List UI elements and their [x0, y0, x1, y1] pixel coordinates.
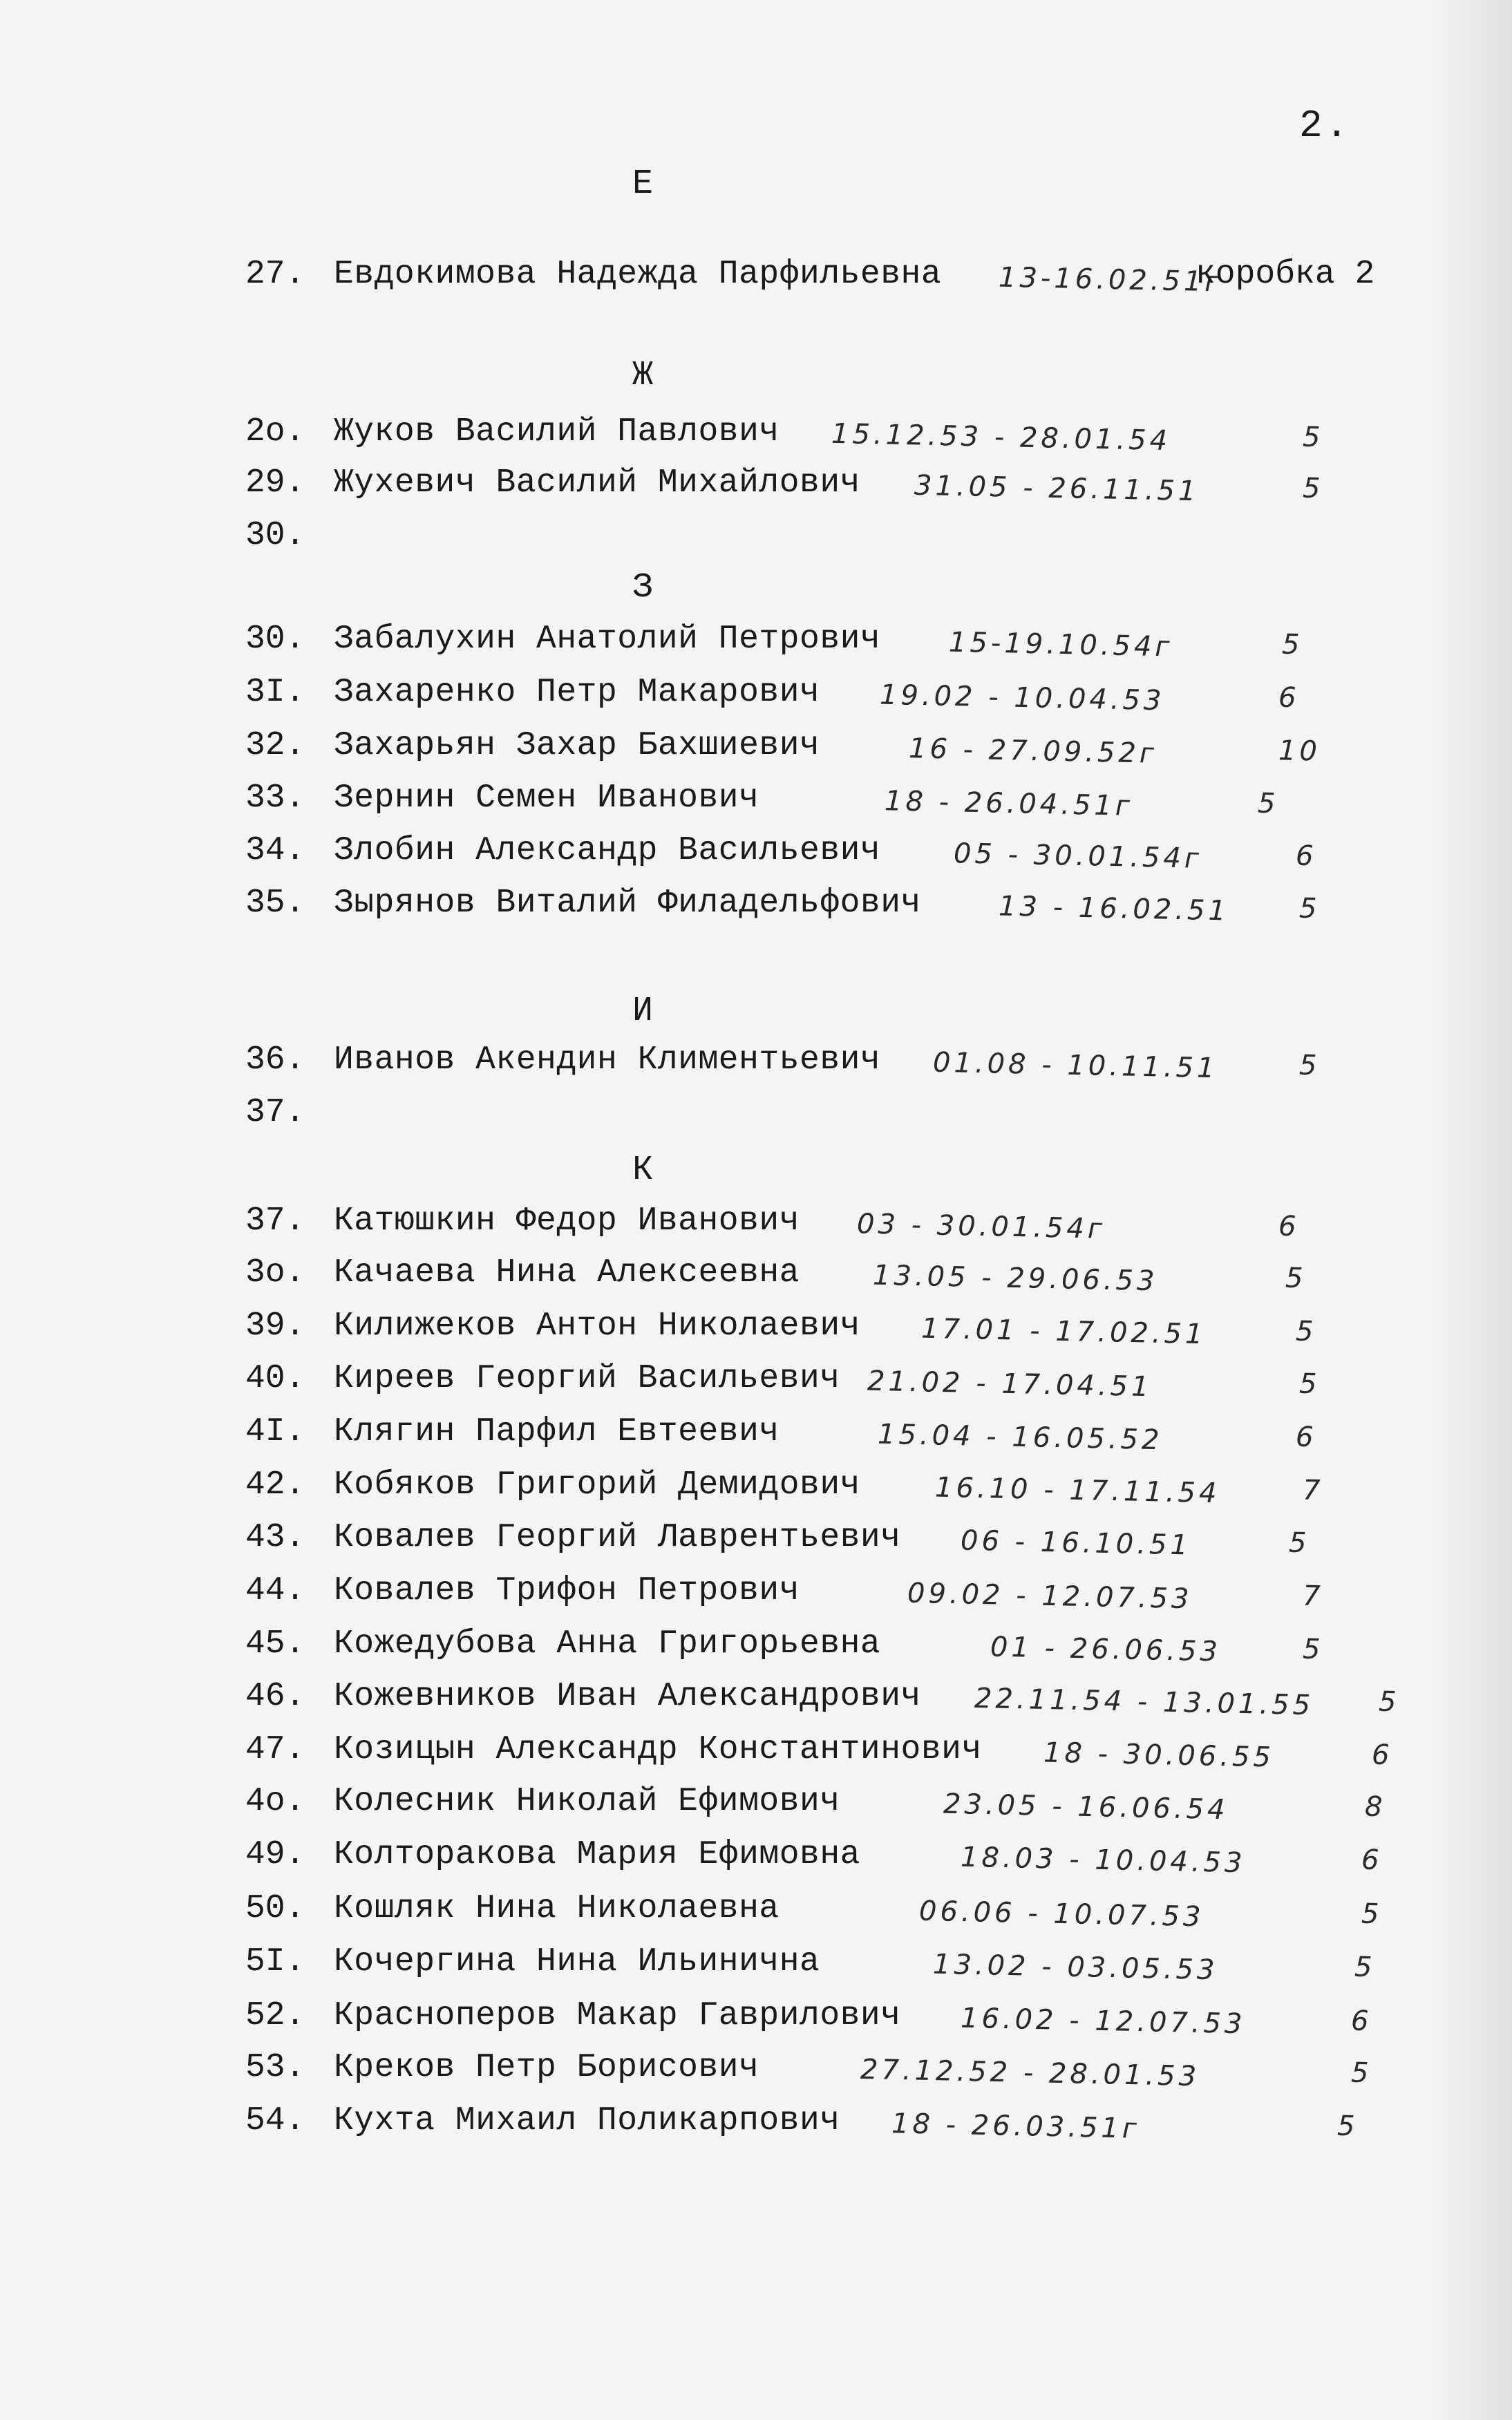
entry-count: 6	[1295, 840, 1317, 873]
entry-count: 5	[1288, 1526, 1310, 1560]
list-item	[245, 832, 1462, 880]
entry-number: 37.	[245, 1202, 305, 1240]
entry-number: 53.	[245, 2049, 305, 2086]
entry-name: Креков Петр Борисович	[334, 2049, 759, 2086]
entry-name: Кочергина Нина Ильинична	[334, 1943, 820, 1981]
entry-dates: 13-16.02.51г	[998, 261, 1223, 299]
entry-number: 50.	[245, 1890, 305, 1927]
entry-dates: 16.10 - 17.11.54	[934, 1471, 1220, 1510]
entry-name: Кожевников Иван Александрович	[334, 1678, 921, 1715]
entry-number: 32.	[245, 727, 305, 764]
entry-name: Жуков Василий Павлович	[334, 413, 779, 451]
entry-number: 33.	[245, 779, 305, 817]
entry-count: 6	[1361, 1844, 1383, 1877]
list-item	[245, 256, 1462, 304]
entry-dates: 27.12.52 - 28.01.53	[860, 2053, 1200, 2093]
list-item	[245, 1731, 1462, 1779]
list-item	[245, 1307, 1462, 1356]
entry-count: 6	[1295, 1421, 1317, 1454]
entry-name: Красноперов Макар Гаврилович	[334, 1997, 901, 2034]
entry-count: 7	[1302, 1580, 1324, 1613]
entry-count: 6	[1371, 1739, 1393, 1772]
entry-number: 49.	[245, 1836, 305, 1873]
entry-count: 5	[1295, 1315, 1317, 1348]
entry-dates: 16.02 - 12.07.53	[960, 2002, 1246, 2041]
list-item	[245, 1836, 1462, 1884]
list-item	[245, 1519, 1462, 1567]
entry-count: 5	[1298, 892, 1321, 925]
entry-count: 5	[1285, 1262, 1307, 1295]
entry-number: 37.	[245, 1094, 305, 1131]
entry-count: 8	[1364, 1790, 1386, 1824]
entry-dates: 13.02 - 03.05.53	[932, 1948, 1218, 1987]
list-item	[245, 1625, 1462, 1674]
entry-name: Кухта Михаил Поликарпович	[334, 2102, 840, 2139]
entry-dates: 18 - 26.04.51г	[884, 785, 1134, 822]
entry-number: 34.	[245, 832, 305, 869]
entry-count: 5	[1336, 2110, 1359, 2143]
entry-number: 30.	[245, 517, 305, 554]
entry-number: 45.	[245, 1625, 305, 1663]
entry-count: 7	[1302, 1474, 1324, 1507]
list-item	[245, 2102, 1462, 2150]
entry-number: 29.	[245, 464, 305, 502]
entry-dates: 18 - 26.03.51г	[891, 2108, 1141, 2145]
entry-name: Козицын Александр Константинович	[334, 1731, 982, 1768]
entry-dates: 21.02 - 17.04.51	[867, 1365, 1153, 1403]
entry-name: Килижеков Антон Николаевич	[334, 1307, 860, 1345]
entry-count: 5	[1378, 1685, 1400, 1719]
list-item	[245, 1466, 1462, 1515]
entry-dates: 17.01 - 17.02.51	[920, 1312, 1207, 1351]
entry-dates: 13 - 16.02.51	[998, 890, 1230, 927]
entry-name: Захарьян Захар Бахшиевич	[334, 727, 820, 764]
entry-number: 40.	[245, 1360, 305, 1397]
entry-name: Жухевич Василий Михайлович	[334, 464, 860, 502]
entry-number: 2о.	[245, 413, 305, 451]
entry-dates: 31.05 - 26.11.51	[914, 469, 1200, 508]
entry-name: Зырянов Виталий Филадельфович	[334, 885, 921, 922]
list-item	[245, 464, 1462, 513]
entry-count: 6	[1278, 1210, 1300, 1243]
list-item	[245, 674, 1462, 722]
entry-count: 5	[1361, 1898, 1383, 1931]
entry-number: 39.	[245, 1307, 305, 1345]
entry-number: 3о.	[245, 1254, 305, 1292]
list-item	[245, 779, 1462, 828]
list-item	[245, 1943, 1462, 1992]
list-item	[245, 1997, 1462, 2045]
entry-number: 4I.	[245, 1413, 305, 1450]
entry-dates: 15.04 - 16.05.52	[877, 1418, 1163, 1457]
entry-number: 3I.	[245, 674, 305, 711]
entry-count: 10	[1278, 735, 1321, 768]
entry-number: 46.	[245, 1678, 305, 1715]
list-item	[245, 1890, 1462, 1938]
entry-number: 54.	[245, 2102, 305, 2139]
entry-number: 44.	[245, 1572, 305, 1609]
entry-count: 5	[1350, 2057, 1372, 2090]
entry-number: 52.	[245, 1997, 305, 2034]
entry-name: Ковалев Георгий Лаврентьевич	[334, 1519, 901, 1556]
page-number: 2.	[1299, 104, 1352, 148]
list-item	[245, 1254, 1462, 1303]
entry-dates: 03 - 30.01.54г	[856, 1208, 1106, 1245]
entry-number: 4о.	[245, 1783, 305, 1820]
entry-name: Злобин Александр Васильевич	[334, 832, 881, 869]
section-letter-zh: Ж	[632, 356, 654, 395]
entry-name: Качаева Нина Алексеевна	[334, 1254, 800, 1292]
entry-count: 6	[1278, 681, 1300, 715]
list-item	[245, 1360, 1462, 1408]
entry-name: Забалухин Анатолий Петрович	[334, 621, 881, 658]
entry-dates: 01.08 - 10.11.51	[932, 1046, 1218, 1085]
section-letter-e: Е	[632, 164, 654, 204]
entry-dates: 01 - 26.06.53	[990, 1631, 1222, 1668]
entry-name: Колесник Николай Ефимович	[334, 1783, 840, 1820]
entry-name: Иванов Акендин Климентьевич	[334, 1041, 881, 1079]
entry-number: 47.	[245, 1731, 305, 1768]
entry-dates: 05 - 30.01.54г	[953, 838, 1203, 875]
section-letter-k: К	[632, 1151, 654, 1190]
entry-number: 27.	[245, 256, 305, 293]
entry-number: 43.	[245, 1519, 305, 1556]
entry-dates: 06.06 - 10.07.53	[918, 1895, 1204, 1934]
entry-dates: 06 - 16.10.51	[960, 1524, 1192, 1562]
entry-dates: 19.02 - 10.04.53	[879, 679, 1165, 717]
entry-number: 30.	[245, 621, 305, 658]
entry-name: Колторакова Мария Ефимовна	[334, 1836, 860, 1873]
entry-name: Киреев Георгий Васильевич	[334, 1360, 840, 1397]
list-item	[245, 1783, 1462, 1831]
entry-box: коробка 2	[1196, 256, 1375, 293]
entry-dates: 18.03 - 10.04.53	[960, 1841, 1246, 1880]
entry-name: Кошляк Нина Николаевна	[334, 1890, 779, 1927]
entry-count: 5	[1302, 472, 1324, 505]
entry-name: Захаренко Петр Макарович	[334, 674, 820, 711]
entry-count: 5	[1298, 1049, 1321, 1082]
entry-count: 5	[1302, 421, 1324, 454]
list-item	[245, 1572, 1462, 1620]
section-letter-z: З	[632, 568, 654, 607]
entry-number: 5I.	[245, 1943, 305, 1981]
entry-name: Зернин Семен Иванович	[334, 779, 759, 817]
entry-number: 35.	[245, 885, 305, 922]
list-item	[245, 621, 1462, 669]
section-letter-i: И	[632, 992, 654, 1031]
entry-number: 42.	[245, 1466, 305, 1504]
entry-dates: 22.11.54 - 13.01.55	[974, 1682, 1314, 1722]
entry-dates: 23.05 - 16.06.54	[943, 1788, 1229, 1826]
list-item	[245, 517, 1462, 565]
entry-name: Клягин Парфил Евтеевич	[334, 1413, 779, 1450]
entry-count: 5	[1257, 787, 1279, 820]
list-item	[245, 1041, 1462, 1090]
list-item	[245, 2049, 1462, 2097]
entry-count: 5	[1354, 1951, 1376, 1984]
entry-name: Евдокимова Надежда Парфильевна	[334, 256, 942, 293]
entry-number: 36.	[245, 1041, 305, 1079]
list-item	[245, 1202, 1462, 1251]
entry-dates: 15.12.53 - 28.01.54	[831, 417, 1171, 457]
entry-dates: 09.02 - 12.07.53	[907, 1577, 1193, 1616]
entry-dates: 18 - 30.06.55	[1043, 1737, 1275, 1774]
entry-dates: 13.05 - 29.06.53	[872, 1259, 1158, 1298]
entry-dates: 16 - 27.09.52г	[908, 732, 1158, 770]
entry-name: Катюшкин Федор Иванович	[334, 1202, 800, 1240]
list-item	[245, 727, 1462, 775]
list-item	[245, 1413, 1462, 1462]
entry-count: 5	[1298, 1368, 1321, 1401]
entry-count: 5	[1281, 628, 1303, 661]
entry-count: 6	[1350, 2005, 1372, 2038]
entry-name: Кобяков Григорий Демидович	[334, 1466, 860, 1504]
list-item	[245, 1678, 1462, 1726]
list-item	[245, 1094, 1462, 1142]
list-item	[245, 885, 1462, 933]
entry-name: Ковалев Трифон Петрович	[334, 1572, 800, 1609]
entry-name: Кожедубова Анна Григорьевна	[334, 1625, 881, 1663]
entry-dates: 15-19.10.54г	[948, 626, 1173, 663]
list-item	[245, 413, 1462, 462]
entry-count: 5	[1302, 1633, 1324, 1666]
